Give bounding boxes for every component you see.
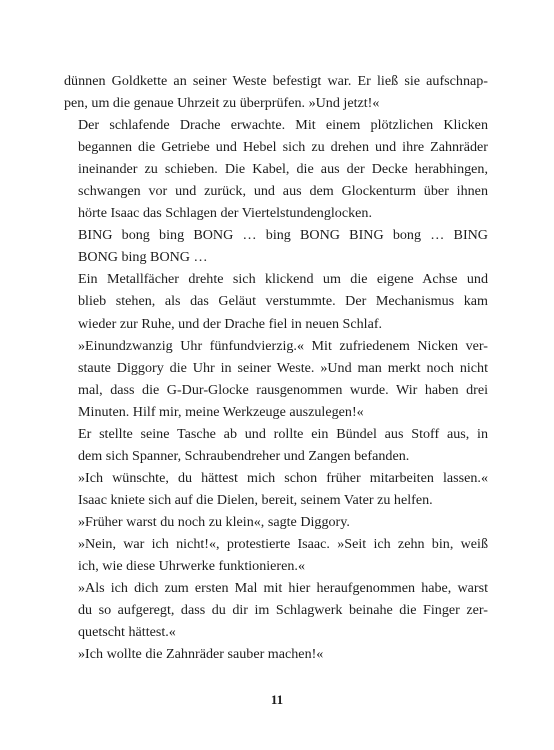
page-number: 11	[270, 692, 284, 707]
book-page-body	[64, 70, 488, 665]
text-line: BING bong bing BONG … bing BONG BING bong … BING	[78, 227, 488, 244]
text-line: »Ich wollte die Zahnräder sauber machen!«	[78, 646, 324, 663]
text-line: dünnen Goldkette an seiner Weste befestigt war. Er ließ sie aufschnap-	[64, 73, 488, 89]
text-line: wieder zur Ruhe, und der Drache fiel in neuen Schlaf.	[78, 315, 383, 332]
paragraph-1	[64, 70, 488, 114]
text-line: Er stellte seine Tasche ab und rollte ein Bündel aus Stoff aus, in	[78, 425, 488, 442]
text-line: blieb stehen, als das Geläut verstummte. Der Mechanismus kam	[78, 293, 488, 310]
text-line: »Früher warst du noch zu klein«, sagte Diggory.	[78, 513, 350, 530]
text-line: hörte Isaac das Schlagen der Viertelstundenglocken.	[78, 205, 372, 222]
paragraph-10	[64, 577, 488, 643]
text-line: staute Diggory die Uhr in seiner Weste. »Und man merkt noch nicht	[78, 359, 488, 376]
text-line: Ein Metallfächer drehte sich klickend um die eigene Achse und	[78, 271, 488, 288]
paragraph-4	[64, 268, 488, 334]
paragraph-11	[64, 643, 488, 665]
paragraph-8	[64, 511, 488, 533]
text-line: quetscht hättest.«	[78, 624, 176, 641]
text-line: ich, wie diese Uhrwerke funktionieren.«	[78, 558, 305, 575]
text-line: »Als ich dich zum ersten Mal mit hier heraufgenommen habe, warst	[78, 580, 488, 597]
text-line: pen, um die genaue Uhrzeit zu überprüfen. »Und jetzt!«	[64, 95, 380, 112]
text-line: ineinander zu schieben. Die Kabel, die aus der Decke herabhingen,	[78, 161, 488, 178]
text-line: mal, dass die G-Dur-Glocke rausgenommen wurde. Wir haben drei	[78, 381, 488, 398]
paragraph-5	[64, 335, 488, 423]
text-line: du so aufgeregt, dass du dir im Schlagwerk beinahe die Finger zer-	[78, 602, 488, 619]
text-line: schwangen vor und zurück, und aus dem Glockenturm über ihnen	[78, 183, 488, 200]
text-line: »Ich wünschte, du hättest mich schon früher mitarbeiten lassen.«	[78, 469, 488, 486]
text-line: BONG bing BONG …	[78, 249, 208, 266]
text-line: dem sich Spanner, Schraubendreher und Zangen befanden.	[78, 447, 410, 464]
text-line: Der schlafende Drache erwachte. Mit einem plötzlichen Klicken	[78, 117, 488, 134]
text-line: »Einundzwanzig Uhr fünfundvierzig.« Mit zufriedenem Nicken ver-	[78, 337, 488, 354]
text-line: Isaac kniete sich auf die Dielen, bereit, seinem Vater zu helfen.	[78, 491, 433, 508]
text-line: »Nein, war ich nicht!«, protestierte Isaac. »Seit ich zehn bin, weiß	[78, 535, 488, 552]
paragraph-9	[64, 533, 488, 577]
paragraph-6	[64, 423, 488, 467]
text-line: Minuten. Hilf mir, meine Werkzeuge auszulegen!«	[78, 403, 364, 420]
paragraph-2	[64, 114, 488, 224]
text-line: begannen die Getriebe und Hebel sich zu drehen und ihre Zahnräder	[78, 139, 488, 156]
paragraph-7	[64, 467, 488, 511]
paragraph-3	[64, 224, 488, 268]
